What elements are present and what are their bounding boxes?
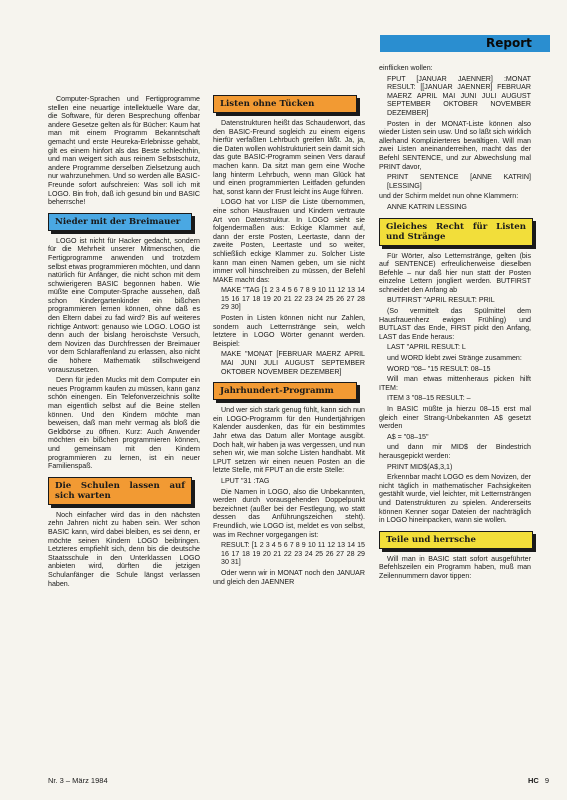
paragraph: (So vermittelt das Spülmittel dem Hausfrauenherz ewigen Frühling) und BUTLAST das Ende, FIRST pickt den Anfang, LAST das Ende heraus: — [379, 307, 531, 341]
paragraph: Will man in BASIC statt sofort ausgeführter Befehlszeilen ein Programm haben, muß man Zeilennummern davor tippen: — [379, 554, 531, 580]
section-heading: Teile und herrsche — [379, 531, 533, 549]
page-number: 9 — [544, 776, 550, 785]
paragraph: Noch einfacher wird das in den nächsten zehn Jahren nicht zu haben sein. Wer schon BASIC kann, wird dabei bleiben, es sei denn, er möchte seinen Kindern LOGO beibringen. Letzteres empfiehlt sich, denn bis die deutsche Staatsschule in den Unterklassen LOGO anbieten wird, dürften die jetzigen Schulanfänger die Schule längst verlassen haben. — [48, 510, 200, 588]
column-right — [379, 64, 531, 583]
code-line: LAST "APRIL RESULT: L — [387, 343, 466, 352]
column-middle — [213, 95, 365, 588]
code-line: ANNE KATRIN LESSING — [387, 202, 467, 211]
code-line: A$ = "08–15" — [387, 432, 429, 441]
column-left — [48, 95, 200, 590]
magazine-brand: HC — [528, 776, 539, 785]
code-line: PRINT MID$(A$,3,1) — [387, 462, 453, 471]
paragraph: Posten in der MONAT-Liste können also wieder Listen sein usw. Und so läßt sich wirklich allerhand Komplizierteres bewältigen. Will man zwei Listen aneinanderreihen, macht das der Befehl SENTENCE, und zur Abwechslung mal PRINT davor, — [379, 119, 531, 171]
code-line: FPUT [JANUAR JAENNER] :MONAT RESULT: [[JANUAR JAENNER] FEBRUAR MAERZ APRIL MAI JUNI JULI AUGUST SEPTEMBER OKTOBER NOVEMBER DEZEMBER] — [387, 74, 531, 117]
code-line: RESULT: [1 2 3 4 5 6 7 8 9 10 11 12 13 14 15 16 17 18 19 20 21 22 23 24 25 26 27 28 29 30 31] — [221, 541, 365, 567]
paragraph: Computer-Sprachen und Fertigprogramme stellen eine neuartige intellektuelle Ware dar, die Software, für deren Besprechung offenbar andere Gesetze gelten als für Bücher: Kaum hat man mit einem Programm Bekanntschaft gemacht und erste Heureka-Erlebnisse gehabt, gilt es einem hinfort als das Beste schlechthin, und man weigert sich aus reinem Selbstschutz, andere Programme derselben Zielsetzung auch nur wahrzunehmen. Und so werden alle BASIC-Freunde sofort aufschreien: Was soll ich mit LOGO. Bin froh, daß ich gesund bin und BASIC beherrsche! — [48, 95, 200, 207]
code-line: BUTFIRST "APRIL RESULT: PRIL — [387, 296, 495, 305]
paragraph: und WORD klebt zwei Stränge zusammen: — [387, 354, 522, 363]
paragraph: Datenstrukturen heißt das Schauderwort, das den BASIC-Freund sogleich zu einem eigens hierfür verfaßten Lehrbuch greifen läßt. Ja, ja, die Daten wollen wohlstrukturiert sein damit sich das gute BASIC-Programm seinen Vers darauf machen kann. Da sitzt man gern eine Woche lang hinterm Lehrbuch, wenn man Glück hat und einen programmierten Leitfaden gefunden hat, sonst kann der Frust leicht ins Auge führen. — [213, 119, 365, 196]
paragraph: und dann mir MID$ der Bindestrich herausgepickt werden: — [379, 443, 531, 460]
paragraph: Posten in Listen können nicht nur Zahlen, sondern auch Letternstränge sein, welch letztere in LOGO Wörter genannt werden. Beispiel: — [213, 314, 365, 348]
paragraph: Denn für jeden Mucks mit dem Computer ein neues Programm kaufen zu müssen, kann ganz schön einengen. Ein Telefonverzeichnis sollte man eigentlich selbst auf die Beine stellen können. Und den Kindern möchte man beweisen, daß man mehr vermag als bloß die Geldbörse zu öffnen. Kurz: Auch Anwender möchten ein bißchen programmieren können, und gemeinsam mit den Kindern programmieren zu lernen, ist ein neuer Familienspaß. — [48, 376, 200, 471]
paragraph: Oder wenn wir in MONAT noch den JANUAR und gleich den JAENNER — [213, 568, 365, 586]
paragraph: Und wer sich stark genug fühlt, kann sich nun ein LOGO-Programm für den Hundertjährigen Kalender ausdenken, das für ein bestimmtes Jahr etwa das Datum aller Montage ausgibt. Doch halt, wir haben ja was vergessen, und nun sehen wir, wie man solche Listen handhabt. Mit LPUT setzen wir einen neuen Posten an die letzte Stelle, mit FPUT an die erste Stelle: — [213, 406, 365, 475]
section-heading: Die Schulen lassen auf sich warten — [48, 477, 192, 505]
paragraph: Erkennbar macht LOGO es dem Novizen, der nicht täglich in mathematischer Fachsigkeiten gestählt wurde, viel leichter, mit Letternsträngen und Datenstrukturen zu spielen. Andererseits können Kenner sogar Dateien der nachträglich in LOGO hineinpacken, wann sie wollen. — [379, 473, 531, 525]
code-line: WORD "08– "15 RESULT: 08–15 — [387, 364, 491, 373]
paragraph: In BASIC müßte ja hierzu 08–15 erst mal gleich einer Strang-Unbekannten A$ gesetzt werden — [379, 405, 531, 431]
paragraph: Will man etwas mittenheraus picken hilft ITEM: — [379, 375, 531, 392]
code-line: ITEM 3 "08–15 RESULT: – — [387, 394, 471, 403]
paragraph: LOGO hat vor LISP die Liste übernommen, eine schon Hausfrauen und Kindern vertraute Art von Datenstruktur. In LOGO sieht sie folgendermaßen aus: Eckige Klammer auf, dann der erste Posten, Leertaste, dann der zweite Posten, Leertaste und so weiter, schließlich eckige Klammer zu. Solcher Liste kann man einen Namen geben, um sie nicht immer voll hinschreiben zu müssen, der Befehl MAKE macht das: — [213, 198, 365, 284]
code-line: PRINT SENTENCE [ANNE KATRIN] [LESSING] — [387, 173, 531, 190]
code-line: MAKE "MONAT [FEBRUAR MAERZ APRIL MAI JUNI JULI AUGUST SEPTEMBER OKTOBER NOVEMBER DEZEMBER] — [221, 350, 365, 376]
section-heading: Nieder mit der Breimauer — [48, 213, 192, 231]
paragraph: LOGO ist nicht für Hacker gedacht, sondern für die Mehrheit unserer Mitmenschen, die Fertigprogramme anwenden und trotzdem selbst etwas programmieren möchten, und dann natürlich für Anfänger, die nicht schon mit dem schwierigeren BASIC begonnen haben. Wie müßte eine Computer-Sprache aussehen, daß schon Kindergartenkinder ein bißchen programmieren lernen können, ohne daß es den Eltern dabei zu fad wird? Bis auf weiteres richtige Antwort: genauso wie LOGO. LOGO ist denn auch der bislang heroischste Versuch, dem Novizen das Durchfressen der Breimauer vor dem Schlaraffenland zu erlassen, also nicht die höhere Mathematik stillschweigend vorauszusetzen. — [48, 236, 200, 374]
section-heading: Jahrhundert-Programm — [213, 382, 357, 400]
paragraph: Die Namen in LOGO, also die Unbekannten, werden durch vorausgehenden Doppelpunkt bezeichnet (außer bei der Festlegung, wo statt dessen das Anführungszeichen steht). Freundlich, wie LOGO ist, meldet es von selbst, was im Rechner vorgegangen ist: — [213, 487, 365, 539]
page-footer — [528, 776, 549, 785]
code-line: LPUT "31 :TAG — [221, 476, 270, 485]
issue-info: Nr. 3 – März 1984 — [48, 776, 108, 785]
paragraph: und der Schirm meldet nun ohne Klammern: — [379, 192, 519, 201]
paragraph: einflicken wollen: — [379, 64, 433, 72]
section-heading: Gleiches Recht für Listen und Stränge — [379, 218, 533, 246]
section-heading: Listen ohne Tücken — [213, 95, 357, 113]
section-label: Report — [486, 36, 532, 50]
code-line: MAKE "TAG [1 2 3 4 5 6 7 8 9 10 11 12 13 14 15 16 17 18 19 20 21 22 23 24 25 26 27 28 29 30] — [221, 286, 365, 312]
paragraph: Für Wörter, also Letternstränge, gelten (bis auf SENTENCE) erfreulicherweise dieselben Befehle – nur daß hier nun statt der Posten einzelne Lettern jongliert werden. BUTFIRST schneidet den Anfang ab — [379, 251, 531, 294]
